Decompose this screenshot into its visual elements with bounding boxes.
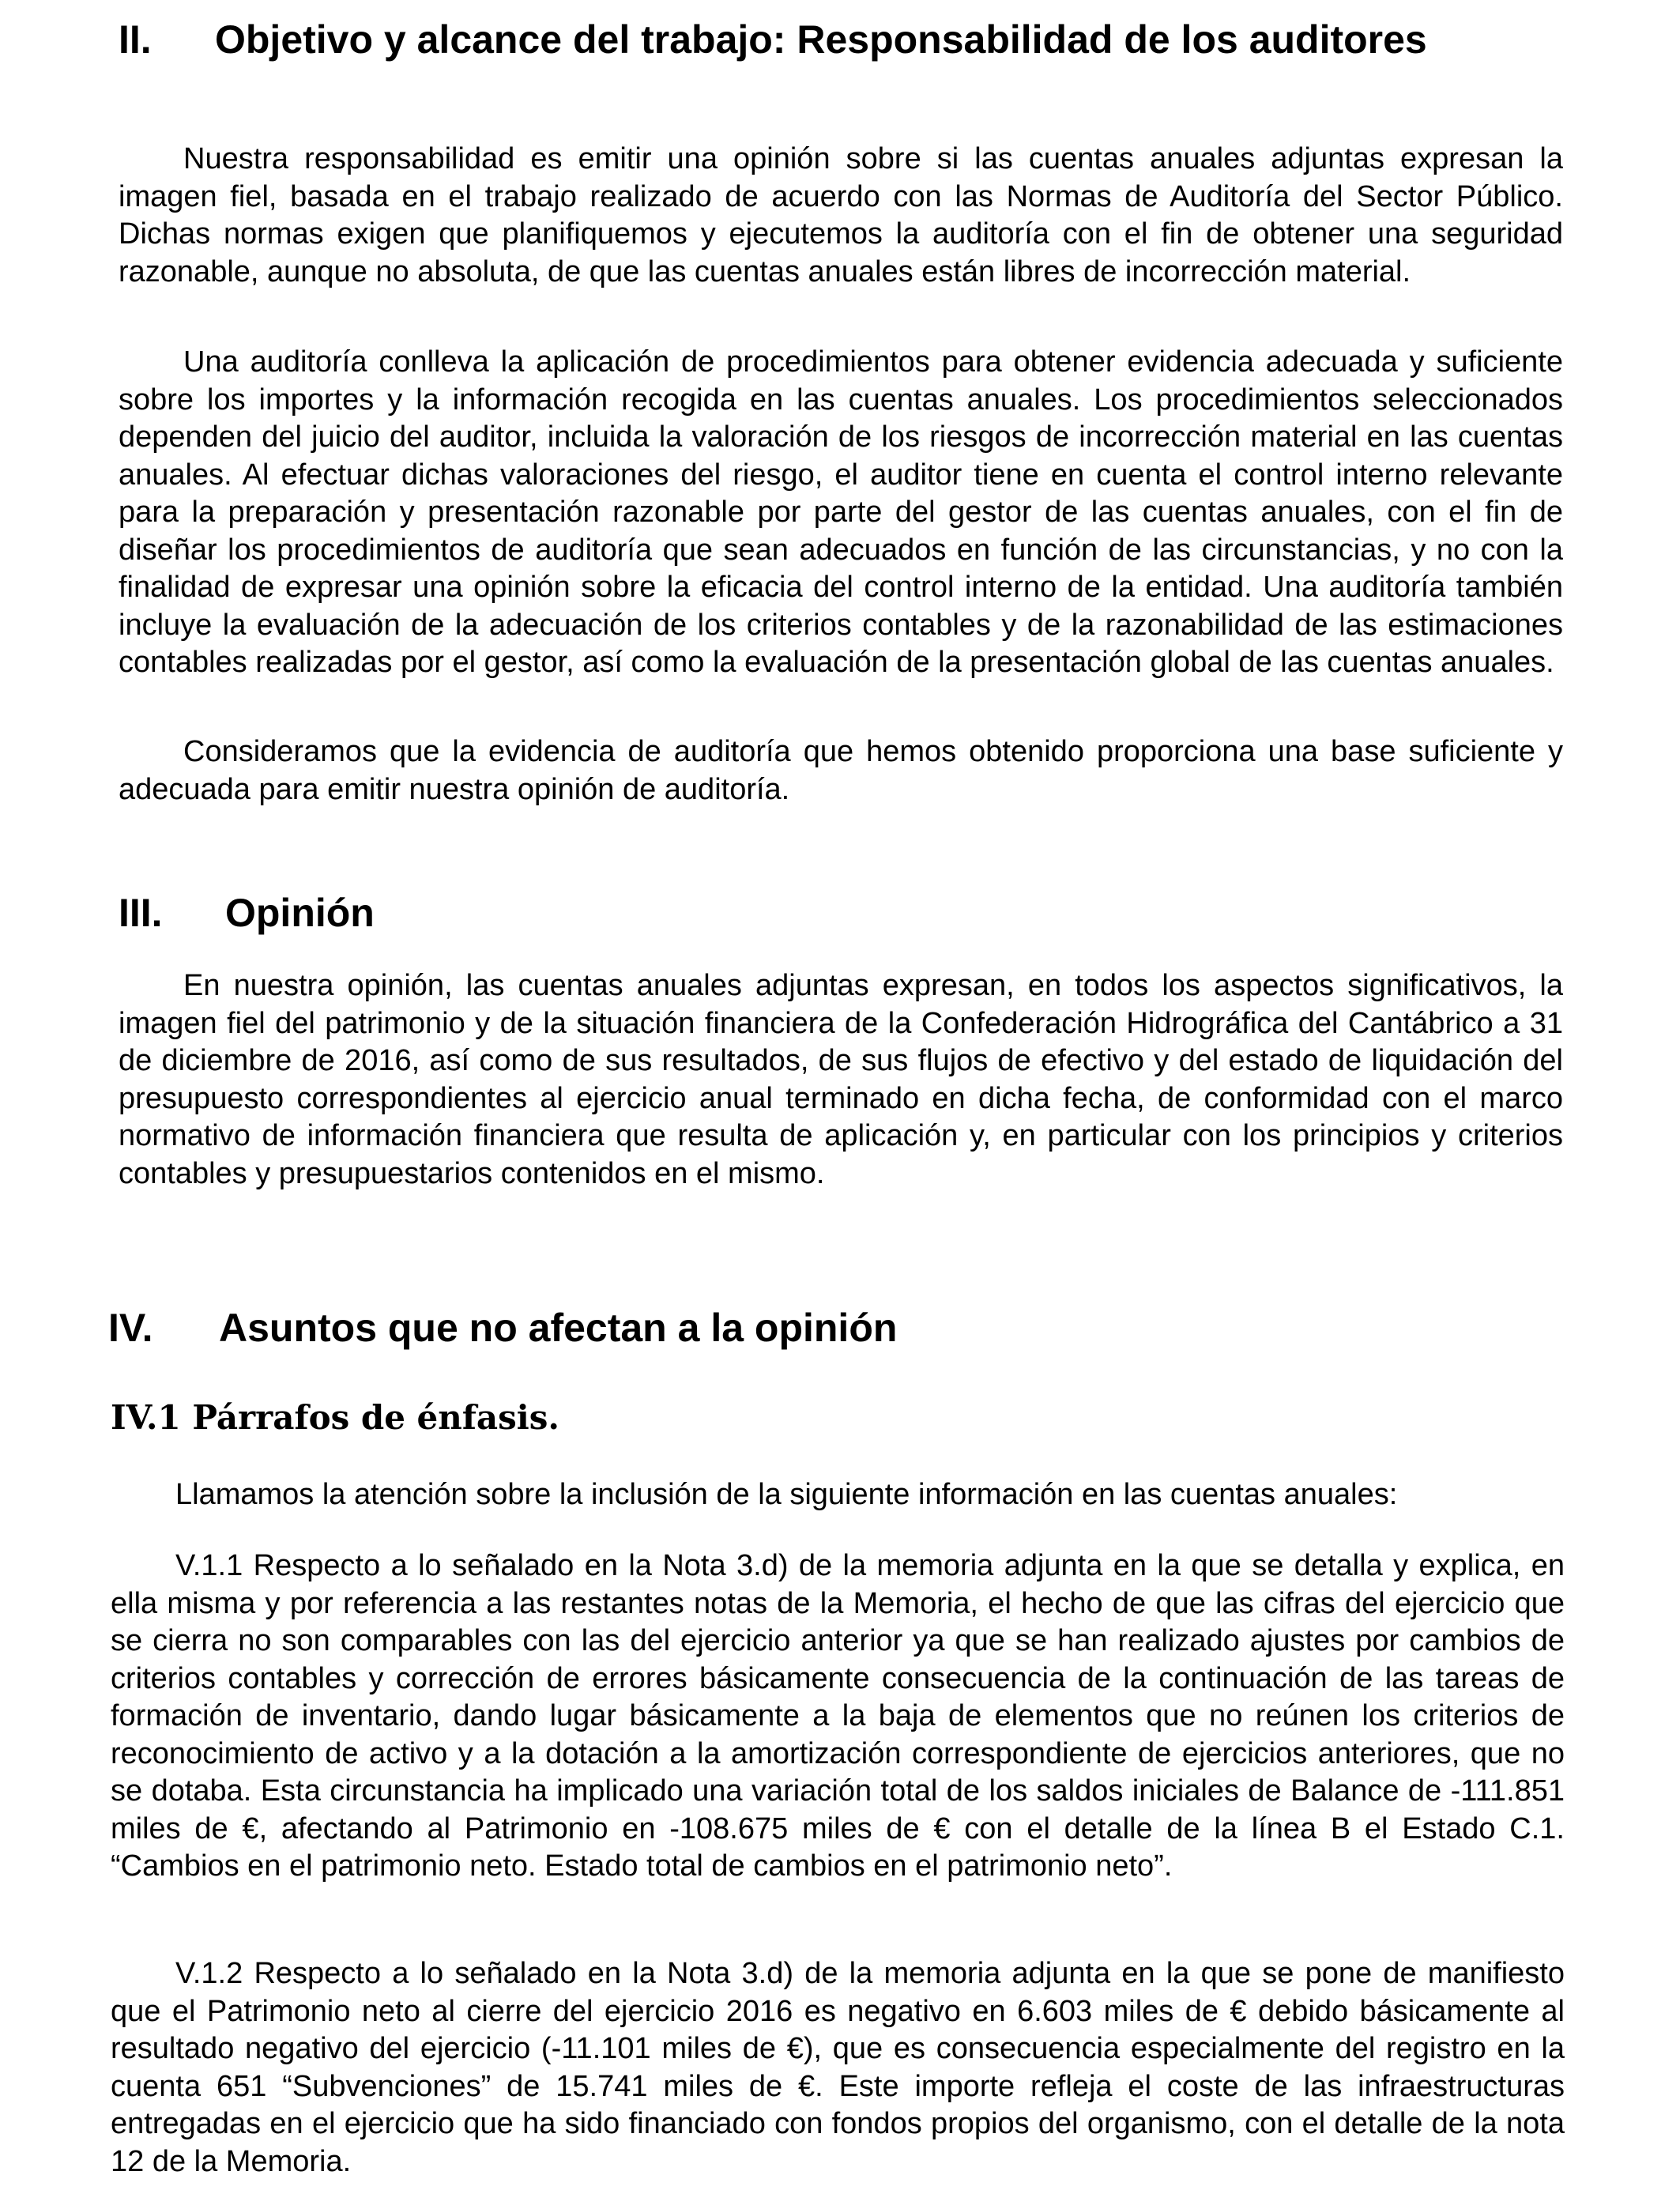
subsection-4-1-intro: Llamamos la atención sobre la inclusión de la siguiente información en las cuentas anuales: [175, 1478, 1398, 1511]
section-2-title: Objetivo y alcance del trabajo: Responsabilidad de los auditores [215, 17, 1427, 62]
section-3-paragraph-1: En nuestra opinión, las cuentas anuales adjuntas expresan, en todos los aspectos significativos, la imagen fiel del patrimonio y de la situación financiera de la Confederación Hidrográfica del Cantábrico a 31 de diciembre de 2016, así como de sus resultados, de sus flujos de efectivo y del estado de liquidación del presupuesto correspondientes al ejercicio anual terminado en dicha fecha, de conformidad con el marco normativo de información financiera que resulta de aplicación y, en particular con los principios y criterios contables y presupuestarios contenidos en el mismo. [119, 969, 1563, 1190]
section-3-heading [119, 889, 593, 937]
subsection-4-1-paragraph-1: V.1.1 Respecto a lo señalado en la Nota 3.d) de la memoria adjunta en la que se detalla y explica, en ella misma y por referencia a las restantes notas de la Memoria, el hecho de que las cifras del ejercicio que se cierra no son comparables con las del ejercicio anterior ya que se han realizado ajustes por cambios de criterios contables y corrección de errores básicamente consecuencia de la continuación de las tareas de formación de inventario, dando lugar básicamente a la baja de elementos que no reúnen los criterios de reconocimiento de activo y a la dotación a la amortización correspondiente de ejercicios anteriores, que no se dotaba. Esta circunstancia ha implicado una variación total de los saldos iniciales de Balance de -111.851 miles de €, afectando al Patrimonio en -108.675 miles de € con el detalle de la línea B el Estado C.1. “Cambios en el patrimonio neto. Estado total de cambios en el patrimonio neto”. [111, 1549, 1565, 1883]
section-3-title: Opinión [225, 891, 375, 935]
section-4-heading [108, 1304, 1057, 1351]
section-3-number: III. [119, 891, 163, 935]
section-2-number: II. [119, 17, 152, 62]
subsection-4-1-heading: IV.1 Párrafos de énfasis. [111, 1398, 559, 1437]
subsection-4-1-paragraph-2: V.1.2 Respecto a lo señalado en la Nota 3.d) de la memoria adjunta en la que se pone de manifiesto que el Patrimonio neto al cierre del ejercicio 2016 es negativo en 6.603 miles de € debido básicamente al resultado negativo del ejercicio (-11.101 miles de €), que es consecuencia especialmente del registro en la cuenta 651 “Subvenciones” de 15.741 miles de €. Este importe refleja el coste de las infraestructuras entregadas en el ejercicio que ha sido financiado con fondos propios del organismo, con el detalle de la nota 12 de la Memoria. [111, 1957, 1565, 2178]
section-2-paragraph-3: Consideramos que la evidencia de auditoría que hemos obtenido proporciona una base suficiente y adecuada para emitir nuestra opinión de auditoría. [119, 735, 1563, 806]
section-4-number: IV. [108, 1306, 153, 1350]
section-2-paragraph-2: Una auditoría conlleva la aplicación de procedimientos para obtener evidencia adecuada y suficiente sobre los importes y la información recogida en las cuentas anuales. Los procedimientos seleccionados dependen del juicio del auditor, incluida la valoración de los riesgos de incorrección material en las cuentas anuales. Al efectuar dichas valoraciones del riesgo, el auditor tiene en cuenta el control interno relevante para la preparación y presentación razonable por parte del gestor de las cuentas anuales, con el fin de diseñar los procedimientos de auditoría que sean adecuados en función de las circunstancias, y no con la finalidad de expresar una opinión sobre la eficacia del control interno de la entidad. Una auditoría también incluye la evaluación de la adecuación de los criterios contables y de la razonabilidad de las estimaciones contables realizadas por el gestor, así como la evaluación de la presentación global de las cuentas anuales. [119, 345, 1563, 679]
section-2-heading [119, 16, 1620, 63]
section-4-title: Asuntos que no afectan a la opinión [219, 1306, 898, 1350]
section-2-paragraph-1: Nuestra responsabilidad es emitir una opinión sobre si las cuentas anuales adjuntas expresan la imagen fiel, basada en el trabajo realizado de acuerdo con las Normas de Auditoría del Sector Público. Dichas normas exigen que planifiquemos y ejecutemos la auditoría con el fin de obtener una seguridad razonable, aunque no absoluta, de que las cuentas anuales están libres de incorrección material. [119, 142, 1563, 288]
